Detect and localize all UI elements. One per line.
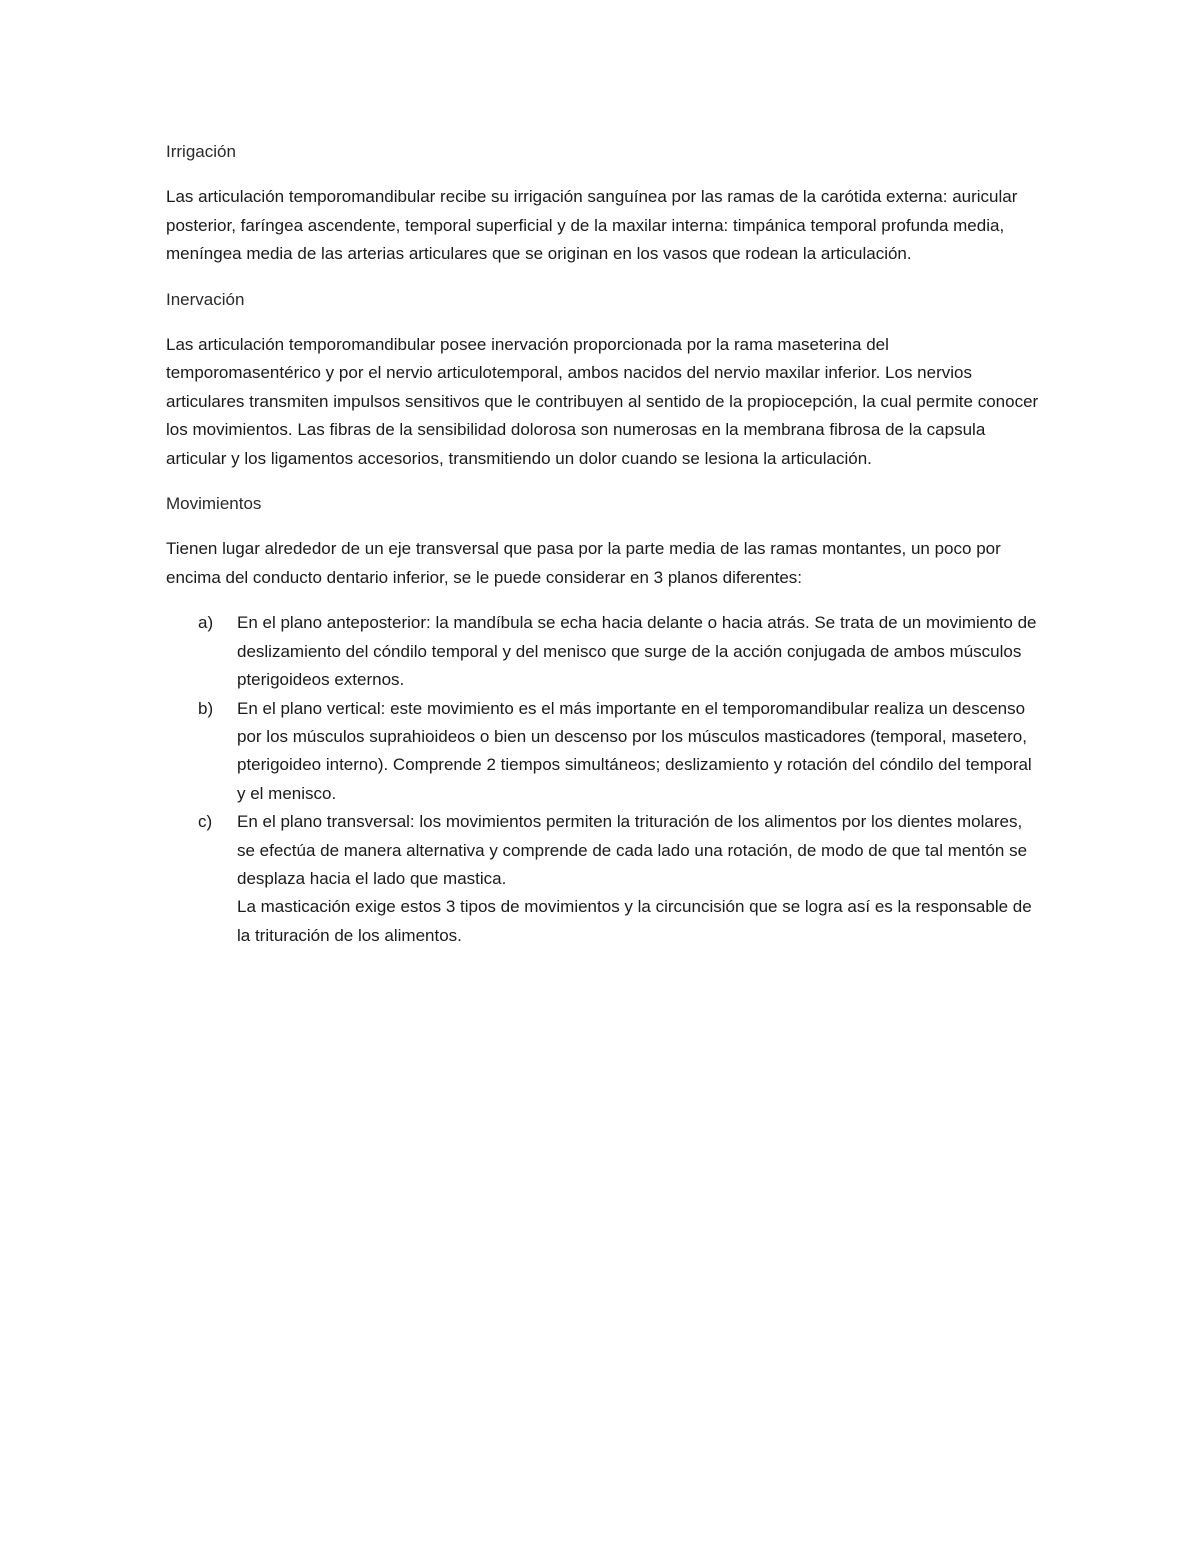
list-item	[166, 609, 1041, 694]
paragraph-irrigacion: Las articulación temporomandibular recibe su irrigación sanguínea por las ramas de la carótida externa: auricular posterior, faríngea ascendente, temporal superficial y de la maxilar interna: timpánica temporal profunda media, meníngea media de las arterias articulares que se originan en los vasos que rodean la articulación.	[166, 187, 1018, 264]
list-marker: b)	[198, 698, 214, 718]
list-item	[166, 808, 1041, 950]
section-title-movimientos: Movimientos	[166, 494, 262, 514]
document-content	[166, 138, 1041, 950]
list-marker: c)	[198, 812, 213, 832]
list-item-text: En el plano vertical: este movimiento es el más importante en el temporomandibular realiza un descenso por los músculos suprahioideos o bien un descenso por los músculos masticadores (temporal, masetero, pterigoideo interno). Comprende 2 tiempos simultáneos; deslizamiento y rotación del cóndilo del temporal y el menisco.	[237, 698, 1032, 803]
list-item-text: En el plano anteposterior: la mandíbula se echa hacia delante o hacia atrás. Se trata de un movimiento de deslizamiento del cóndilo temporal y del menisco que surge de la acción conjugada de ambos músculos pterigoideos externos.	[237, 613, 1037, 690]
list-marker: a)	[198, 613, 214, 633]
list-item-text: En el plano transversal: los movimientos permiten la trituración de los alimentos por los dientes molares, se efectúa de manera alternativa y comprende de cada lado una rotación, de modo de que tal mentón se desplaza hacia el lado que mastica.	[237, 812, 1028, 888]
paragraph-inervacion: Las articulación temporomandibular posee inervación proporcionada por la rama maseterina del temporomasentérico y por el nervio articulotemporal, ambos nacidos del nervio maxilar inferior. Los nervios articulares transmiten impulsos sensitivos que le contribuyen al sentido de la propiocepción, la cual permite conocer los movimientos. Las fibras de la sensibilidad dolorosa son numerosas en la membrana fibrosa de la capsula articular y los ligamentos accesorios, transmitiendo un dolor cuando se lesiona la articulación.	[166, 335, 1039, 468]
section-title-inervacion: Inervación	[166, 289, 245, 309]
movements-list	[166, 609, 1041, 950]
section-title-irrigacion: Irrigación	[166, 142, 236, 161]
paragraph-movimientos: Tienen lugar alrededor de un eje transversal que pasa por la parte media de las ramas montantes, un poco por encima del conducto dentario inferior, se le puede considerar en 3 planos diferentes:	[166, 539, 1001, 587]
list-item	[166, 695, 1041, 809]
list-item-continuation: La masticación exige estos 3 tipos de movimientos y la circuncisión que se logra así es la responsable de la trituración de los alimentos.	[237, 897, 1032, 945]
